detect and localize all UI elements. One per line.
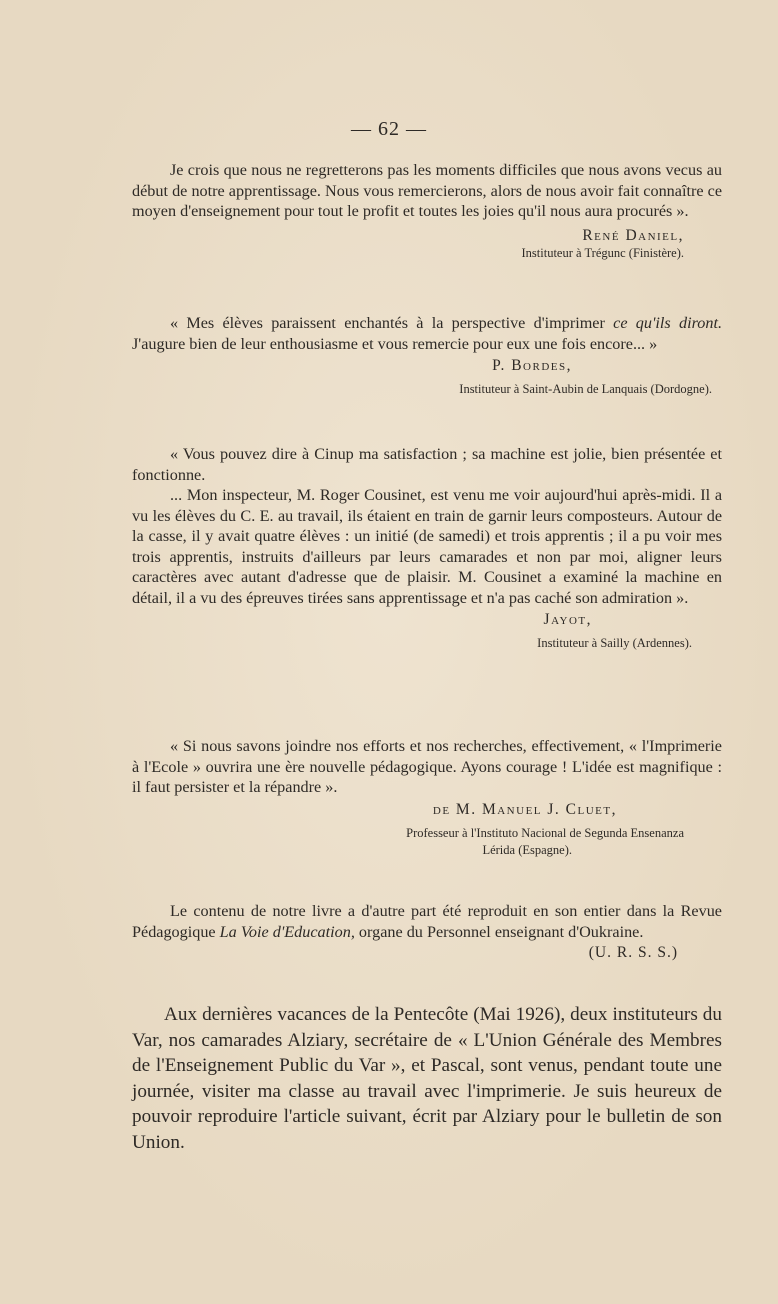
testimonial-text: « Mes élèves paraissent enchantés à la perspective d'imprimer ce qu'ils diront. J'augure bien de leur enthousiasme et vous remercie pour eux une fois encore... »: [132, 314, 722, 353]
page-number: — 62 —: [351, 118, 427, 140]
origin-label: (U. R. S. S.): [588, 944, 678, 961]
testimonial-jayot: [132, 444, 722, 652]
testimonial-daniel: [132, 160, 722, 262]
signature-name: de M. Manuel J. Cluet,: [432, 800, 617, 818]
signature-title-2: Lérida (Espagne).: [482, 842, 572, 857]
signature-title: Instituteur à Saint-Aubin de Lanquais (Dordogne).: [459, 382, 712, 396]
signature-title-1: Professeur à l'Instituto Nacional de Segunda Ensenanza: [406, 825, 684, 840]
signature-title: Instituteur à Sailly (Ardennes).: [537, 636, 692, 650]
testimonial-cluet: [132, 736, 722, 859]
signature-name: Jayot,: [543, 611, 592, 628]
testimonial-text-1: « Vous pouvez dire à Cinup ma satisfaction ; sa machine est jolie, bien présentée et fonctionne.: [132, 445, 722, 484]
note-ukraine: [132, 901, 722, 962]
testimonial-text-2: ... Mon inspecteur, M. Roger Cousinet, est venu me voir aujourd'hui après-midi. Il a vu les élèves du C. E. au travail, ils étaient en train de garnir leurs composteurs. Autour de la casse, il y avait quatre élèves : un initié (de samedi) et trois apprentis ; il a pu voir mes trois apprentis, instruits d'ailleurs par leurs camarades et non par moi, aligner leurs caractères avec autant d'adresse que de plaisir. M. Cousinet a examiné la machine en détail, il a vu des épreuves tirées sans apprentissage et n'a pas caché son admiration ».: [132, 486, 722, 607]
note-text: Le contenu de notre livre a d'autre part été reproduit en son entier dans la Revue Pédagogique La Voie d'Education, organe du Personnel enseignant d'Oukraine.: [132, 902, 722, 941]
signature-title: Instituteur à Trégunc (Finistère).: [521, 245, 684, 260]
italic-title: La Voie d'Education,: [219, 922, 355, 941]
testimonial-text: Je crois que nous ne regretterons pas les moments difficiles que nous avons vecus au début de notre apprentissage. Nous vous remercierons, alors de nous avoir fait connaître ce moyen d'enseignement pour tout le profit et toutes les joies qu'il nous aura procurés ».: [132, 161, 722, 220]
signature-name: René Daniel,: [582, 226, 684, 244]
testimonial-bordes: [132, 313, 722, 398]
pentecost-paragraph: [132, 1002, 722, 1155]
signature-name: P. Bordes,: [492, 357, 572, 374]
italic-quote: ce qu'ils diront.: [613, 314, 722, 332]
pentecost-text: Aux dernières vacances de la Pentecôte (Mai 1926), deux instituteurs du Var, nos camarades Alziary, secrétaire de « L'Union Générale des Membres de l'Enseignement Public du Var », et Pascal, sont venus, pendant toute une journée, visiter ma classe au travail avec l'imprimerie. Je suis heureux de pouvoir reproduire l'article suivant, écrit par Alziary pour le bulletin de son Union.: [132, 1004, 722, 1153]
testimonial-text: « Si nous savons joindre nos efforts et nos recherches, effectivement, « l'Imprimerie à l'Ecole » ouvrira une ère nouvelle pédagogique. Ayons courage ! L'idée est magnifique : il faut persister et la répandre ».: [132, 737, 722, 796]
